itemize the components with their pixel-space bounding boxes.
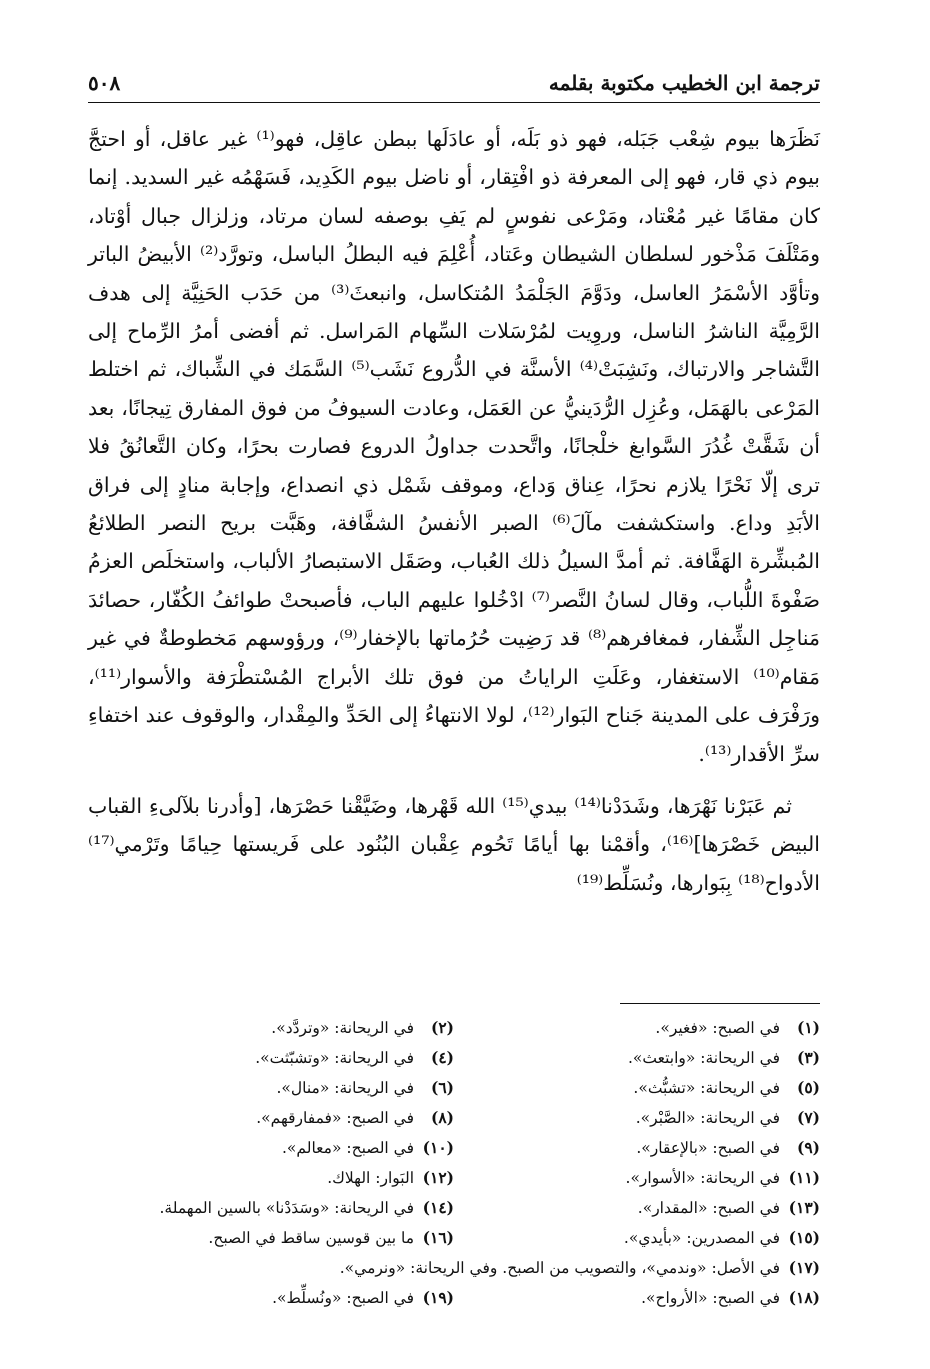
footnote-number: (٦) — [430, 1077, 454, 1097]
footnote-number: (١٨) — [788, 1287, 820, 1307]
page-header — [88, 68, 820, 98]
footnote — [88, 1228, 454, 1247]
footnote-row — [88, 1162, 820, 1192]
footnote-row — [88, 1102, 820, 1132]
footnote-number: (١٤) — [422, 1197, 454, 1217]
footnote-row — [88, 1042, 820, 1072]
footnote-text: في الصبح: «المقدار». — [637, 1198, 780, 1217]
footnote — [88, 1168, 454, 1187]
footnote-number: (١٢) — [422, 1167, 454, 1187]
header-rule — [88, 102, 820, 103]
footnote-number: (٧) — [796, 1107, 820, 1127]
footnote-text: في الصبح: «ونُسلِّط». — [272, 1288, 414, 1307]
footnote-row — [88, 1012, 820, 1042]
footnote-text: في المصدرين: «بأيدي». — [623, 1228, 780, 1247]
footnote-row — [88, 1222, 820, 1252]
footnote-number: (١١) — [788, 1167, 820, 1187]
footnote-number: (١٣) — [788, 1197, 820, 1217]
footnote-text: في الريحانة: «منال». — [276, 1078, 414, 1097]
footnote — [454, 1138, 820, 1157]
footnote-text: في الصبح: «معالم». — [282, 1138, 414, 1157]
footnote-number: (٨) — [430, 1107, 454, 1127]
footnote — [88, 1048, 454, 1067]
footnote-number: (١٧) — [788, 1257, 820, 1277]
footnote-number: (٤) — [430, 1047, 454, 1067]
footnote — [88, 1018, 454, 1037]
footnote-row — [88, 1252, 820, 1282]
paragraph: نَظَرَها بيوم شِعْب جَبَله، فهو ذو بَلَه، أو عادَلَها ببطن عاقِل، فهو⁽¹⁾ غير عاقل، أو احتجَّ بيوم ذي قار، فهو إلى المعرفة ذو افْتِقار، أو ناضل بيوم الكَدِيد، فَسَهْمُه غير السديد. إنما كان مقامًا غير مُعْتاد، ومَرْعى نفوسٍ لم يَفِ بوصفه لسان مرتاد، وزلزال جبال أوْتاد، ومَتْلَفَ مَذْخور لسلطان الشيطان وعَتاد، أُعْلِمَ فيه البطلُ الباسل، وتورَّد⁽²⁾ الأبيضُ الباتر وتأوَّد الأسْمَرُ العاسل، ودَوَّمَ الجَلْمَدُ المُتكاسل، وانبعثَ⁽³⁾ من حَدَب الحَنِيَّة إلى هدف الرَّمِيَّة الناشرُ الناسل، وروِيت لمُرْسَلات السِّهام المَراسل. ثم أفضى أمرُ الرِّماح إلى التَّشاجر والارتباك، ونَشِبَتْ⁽⁴⁾ الأسنَّة في الدُّروع نَشَب⁽⁵⁾ السَّمَك في الشِّباك، ثم اختلط المَرْعى بالهَمَل، وعُزِل الرُّدَينيُّ عن العَمَل، وعادت السيوفُ من فوق المفارق تِيجانًا، بعد أن شَقَّتْ غُدُرَ السَّوابغ خلْجانًا، واتَّحدت جداولُ الدروع فصارت بحرًا، وكان التَّعانُقُ فلا ترى إلّا نَحْرًا يلازم نحرًا، عِناق وَداع، وموقف شَمْل ذي انصداع، وإجابة منادٍ إلى فراق الأبَدِ وداع. واستكشفت مآلَ⁽⁶⁾ الصبر الأنفسُ الشفَّافة، وهَبَّت بريح النصر الطلائعُ المُبشِّرة الهَفَّافة. ثم أمدَّ السيلُ ذلك العُباب، وصَقَل الاستبصارُ الألباب، واستخلَص العزمُ صَفْوةَ اللُّباب، وقال لسانُ النَّصر⁽⁷⁾ ادْخُلوا عليهم الباب، فأصبحتْ طوائفُ الكُفّار، حصائدَ مَناجِل الشِّفار، فمغافرهم⁽⁸⁾ قد رَضِيت حُرُماتها بالإخفار⁽⁹⁾، ورؤوسهم مَخطوطةٌ في غير مَقام⁽¹⁰⁾ الاستغفار، وعَلَتِ الراياتُ من فوق تلك الأبراج المُسْتطْرَفة والأسوار⁽¹¹⁾، ورَفْرَف على المدينة جَناح البَوار⁽¹²⁾، لولا الانتهاءُ إلى الحَدِّ والمِقْدار، والوقوف عند اختفاءِ سرِّ الأقدار⁽¹³⁾. — [88, 127, 821, 766]
footnote — [454, 1048, 820, 1067]
footnote — [454, 1228, 820, 1247]
main-text — [88, 120, 820, 902]
footnote — [88, 1288, 454, 1307]
footnote — [454, 1018, 820, 1037]
footnote — [454, 1168, 820, 1187]
footnote-number: (٥) — [796, 1077, 820, 1097]
footnote-row — [88, 1282, 820, 1312]
footnote-text: في الصبح: «الأرواح». — [641, 1288, 780, 1307]
footnote-text: في الصبح: «فغير». — [655, 1018, 780, 1037]
footnote-number: (١٥) — [788, 1227, 820, 1247]
footnote-text: في الريحانة: «وسَدَدْنا» بالسين المهملة. — [159, 1198, 414, 1217]
footnote-row — [88, 1132, 820, 1162]
footnote-number: (١٦) — [422, 1227, 454, 1247]
footnotes — [88, 1012, 820, 1312]
footnote-text: في الصبح: «بالإعقار». — [636, 1138, 780, 1157]
footnote-number: (١٠) — [422, 1137, 454, 1157]
footnote — [454, 1288, 820, 1307]
footnote-number: (٣) — [796, 1047, 820, 1067]
footnote — [88, 1078, 454, 1097]
footnote-text: في الريحانة: «تشبُّث». — [633, 1078, 780, 1097]
footnote-row — [88, 1072, 820, 1102]
footnote-separator — [620, 1003, 820, 1004]
footnote-number: (١) — [796, 1017, 820, 1037]
footnote-number: (٩) — [796, 1137, 820, 1157]
footnote-text: في الريحانة: «الصَّبْر». — [635, 1108, 780, 1127]
footnote — [88, 1198, 454, 1217]
footnote-number: (١٩) — [422, 1287, 454, 1307]
page-number: ٥٠٨ — [88, 71, 121, 95]
footnote — [454, 1108, 820, 1127]
running-title: ترجمة ابن الخطيب مكتوبة بقلمه — [548, 71, 820, 95]
footnote — [88, 1138, 454, 1157]
footnote-text: في الريحانة: «وتشبّثت». — [255, 1048, 414, 1067]
footnote — [454, 1198, 820, 1217]
footnote-text: في الريحانة: «الأسوار». — [625, 1168, 780, 1187]
footnote-text: البَوار: الهلاك. — [327, 1168, 414, 1187]
footnote-text: في الأصل: «وندمي»، والتصويب من الصبح. وفي الريحانة: «ونرمي». — [339, 1258, 780, 1277]
footnote-number: (٢) — [430, 1017, 454, 1037]
footnote — [88, 1108, 454, 1127]
footnote-text: في الريحانة: «وتردَّد». — [271, 1018, 414, 1037]
footnote — [454, 1078, 820, 1097]
footnote-text: في الصبح: «فمفارقهم». — [256, 1108, 414, 1127]
footnote-text: ما بين قوسين ساقط في الصبح. — [208, 1228, 414, 1247]
footnote — [88, 1258, 820, 1277]
footnote-text: في الريحانة: «وابتعث». — [627, 1048, 780, 1067]
paragraph: ثم عَبَرْنا نَهْرَها، وشَدَدْنا⁽¹⁴⁾ بيدي⁽¹⁵⁾ الله قَهْرها، وضَيَّقْنا حَصْرَها، [وأدرنا بلآلىءِ القباب البيض خَصْرَها]⁽¹⁶⁾، وأقمْنا بها أيامًا تَحُوم عِقْبان البُنُود على فَريستها حِيامًا وتَرْمي⁽¹⁷⁾ الأدواح⁽¹⁸⁾ بِبَوارها، ونُسَلِّط⁽¹⁹⁾ — [88, 793, 820, 895]
footnote-row — [88, 1192, 820, 1222]
